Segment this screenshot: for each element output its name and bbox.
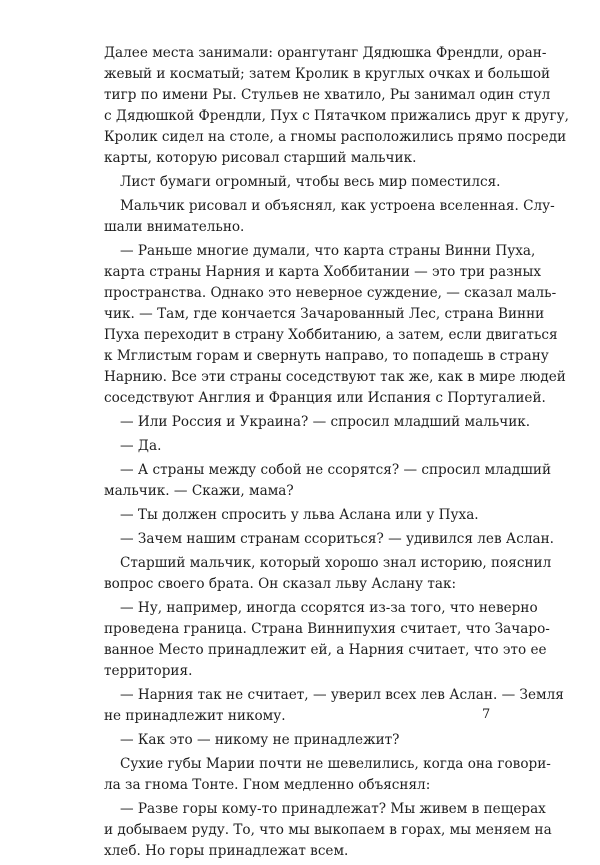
paragraph — [104, 172, 501, 193]
text-line: вопрос своего брата. Он сказал льву Аслану так: — [104, 576, 457, 592]
text-line: карта страны Нарния и карта Хоббитании — это три разных — [104, 264, 542, 280]
text-line: — Ну, например, иногда ссорятся из-за того, что неверно — [120, 600, 538, 616]
text-line: не принадлежит никому. — [104, 708, 286, 724]
paragraph — [104, 505, 498, 526]
paragraph — [104, 43, 569, 169]
text-line: тигр по имени Ры. Стульев не хватило, Ры занимал один стул — [104, 87, 551, 103]
paragraph — [104, 730, 498, 751]
paragraph — [104, 412, 531, 433]
text-line: Лист бумаги огромный, чтобы весь мир поместился. — [120, 174, 501, 190]
text-line: с Дядюшкой Френдли, Пух с Пятачком прижались друг к другу, — [104, 108, 569, 124]
text-line: Пуха переходит в страну Хоббитанию, а затем, если двигаться — [104, 327, 558, 343]
text-line: к Мглистым горам и свернуть направо, то попадешь в страну — [104, 348, 549, 364]
text-line: соседствуют Англия и Франция или Испания с Португалией. — [104, 390, 546, 406]
text-line: территория. — [104, 663, 193, 679]
text-line: хлеб. Но горы принадлежат всем. — [104, 843, 349, 859]
text-line: шали внимательно. — [104, 219, 245, 235]
text-line: — Нарния так не считает, — уверил всех лев Аслан. — Земля — [120, 687, 564, 703]
page-text — [104, 43, 569, 865]
text-line: Мальчик рисовал и объяснял, как устроена вселенная. Слу- — [120, 198, 555, 214]
text-line: карты, которую рисовал старший мальчик. — [104, 150, 417, 166]
page-number: 7 — [482, 707, 491, 722]
text-line: чик. — Там, где кончается Зачарованный Лес, страна Винни — [104, 306, 545, 322]
text-line: мальчик. — Скажи, мама? — [104, 483, 294, 499]
text-line: — Раньше многие думали, что карта страны Винни Пуха, — [120, 243, 536, 259]
paragraph — [104, 553, 552, 595]
text-line: жевый и косматый; затем Кролик в круглых очках и большой — [104, 66, 551, 82]
text-line: Старший мальчик, который хорошо знал историю, пояснил — [120, 555, 552, 571]
text-line: — Или Россия и Украина? — спросил младший мальчик. — [120, 414, 531, 430]
text-line: — Как это — никому не принадлежит? — [120, 732, 400, 748]
text-line: и добываем руду. То, что мы выкопаем в горах, мы меняем на — [104, 822, 552, 838]
paragraph — [104, 799, 552, 862]
text-line: — А страны между собой не ссорятся? — спросил младший — [120, 462, 552, 478]
text-line: — Ты должен спросить у льва Аслана или у Пуха. — [120, 507, 479, 523]
text-line: пространства. Однако это неверное суждение, — сказал маль- — [104, 285, 557, 301]
text-line: — Зачем нашим странам ссориться? — удивился лев Аслан. — [120, 531, 554, 547]
paragraph — [104, 598, 550, 682]
paragraph — [104, 685, 564, 727]
paragraph — [104, 196, 555, 238]
paragraph — [104, 754, 551, 796]
text-line: Кролик сидел на столе, а гномы расположились прямо посреди — [104, 129, 567, 145]
text-line: ла за гнома Тонте. Гном медленно объяснял: — [104, 777, 431, 793]
text-line: ванное Место принадлежит ей, а Нарния считает, что это ее — [104, 642, 547, 658]
paragraph — [104, 241, 566, 409]
text-line: — Разве горы кому-то принадлежат? Мы живем в пещерах — [120, 801, 546, 817]
text-line: Нарнию. Все эти страны соседствуют так же, как в мире людей — [104, 369, 566, 385]
paragraph — [104, 460, 552, 502]
paragraph — [104, 529, 554, 550]
paragraph — [104, 436, 498, 457]
text-line: Сухие губы Марии почти не шевелились, когда она говори- — [120, 756, 551, 772]
text-line: — Да. — [120, 438, 162, 454]
text-line: проведена граница. Страна Виннипухия считает, что Зачаро- — [104, 621, 550, 637]
text-line: Далее места занимали: орангутанг Дядюшка Френдли, оран- — [104, 45, 547, 61]
